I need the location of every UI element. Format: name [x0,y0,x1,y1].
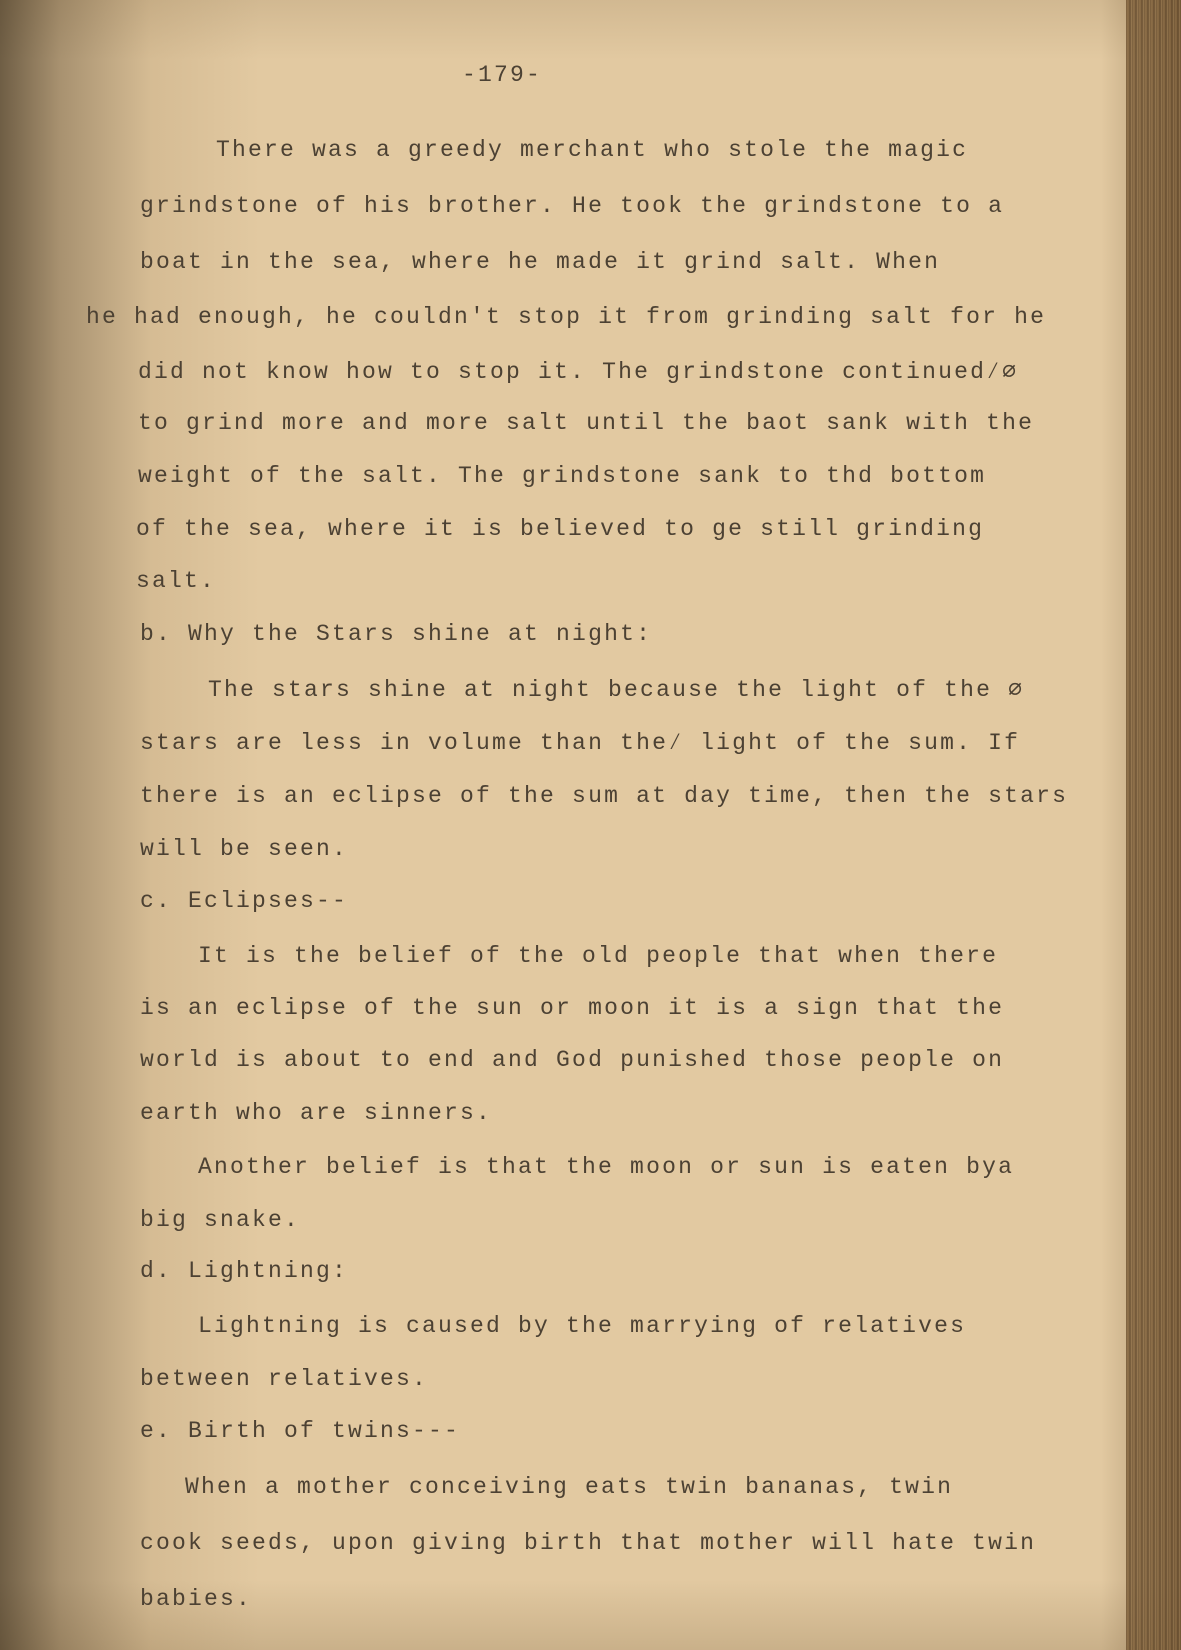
text-line: Another belief is that the moon or sun is eaten bya [198,1154,1015,1180]
text-line: grindstone of his brother. He took the grindstone to a [140,193,1005,219]
page-edge-shadow [1126,0,1181,1650]
text-line: stars are less in volume than the⁄ light of the sum. If [140,730,1021,756]
text-line: babies. [140,1586,253,1612]
text-line: earth who are sinners. [140,1100,493,1126]
text-line: big snake. [140,1207,301,1233]
text-line: salt. [136,568,217,594]
text-line: there is an eclipse of the sum at day time, then the stars [140,783,1069,809]
text-line: he had enough, he couldn't stop it from grinding salt for he [86,304,1047,330]
text-line: of the sea, where it is believed to ge still grinding [136,516,985,542]
text-line: is an eclipse of the sun or moon it is a sign that the [140,995,1005,1021]
text-line: boat in the sea, where he made it grind salt. When [140,249,941,275]
text-line: cook seeds, upon giving birth that mother will hate twin [140,1530,1037,1556]
page-number: -179- [462,62,543,88]
text-line: Lightning is caused by the marrying of relatives [198,1313,967,1339]
section-heading-stars: b. Why the Stars shine at night: [140,621,653,647]
text-line: will be seen. [140,836,349,862]
text-line: to grind more and more salt until the baot sank with the [138,410,1035,436]
text-line: weight of the salt. The grindstone sank to thd bottom [138,463,987,489]
section-heading-twins: e. Birth of twins--- [140,1418,461,1444]
text-line: world is about to end and God punished those people on [140,1047,1005,1073]
text-line: There was a greedy merchant who stole the magic [216,137,969,163]
section-heading-eclipses: c. Eclipses-- [140,888,349,914]
text-line: It is the belief of the old people that when there [198,943,999,969]
text-line: When a mother conceiving eats twin bananas, twin [185,1474,954,1500]
text-line: did not know how to stop it. The grindstone continued⁄⌀ [138,359,1019,385]
section-heading-lightning: d. Lightning: [140,1258,349,1284]
text-line: The stars shine at night because the light of the ⌀ [208,677,1025,703]
text-line: between relatives. [140,1366,429,1392]
